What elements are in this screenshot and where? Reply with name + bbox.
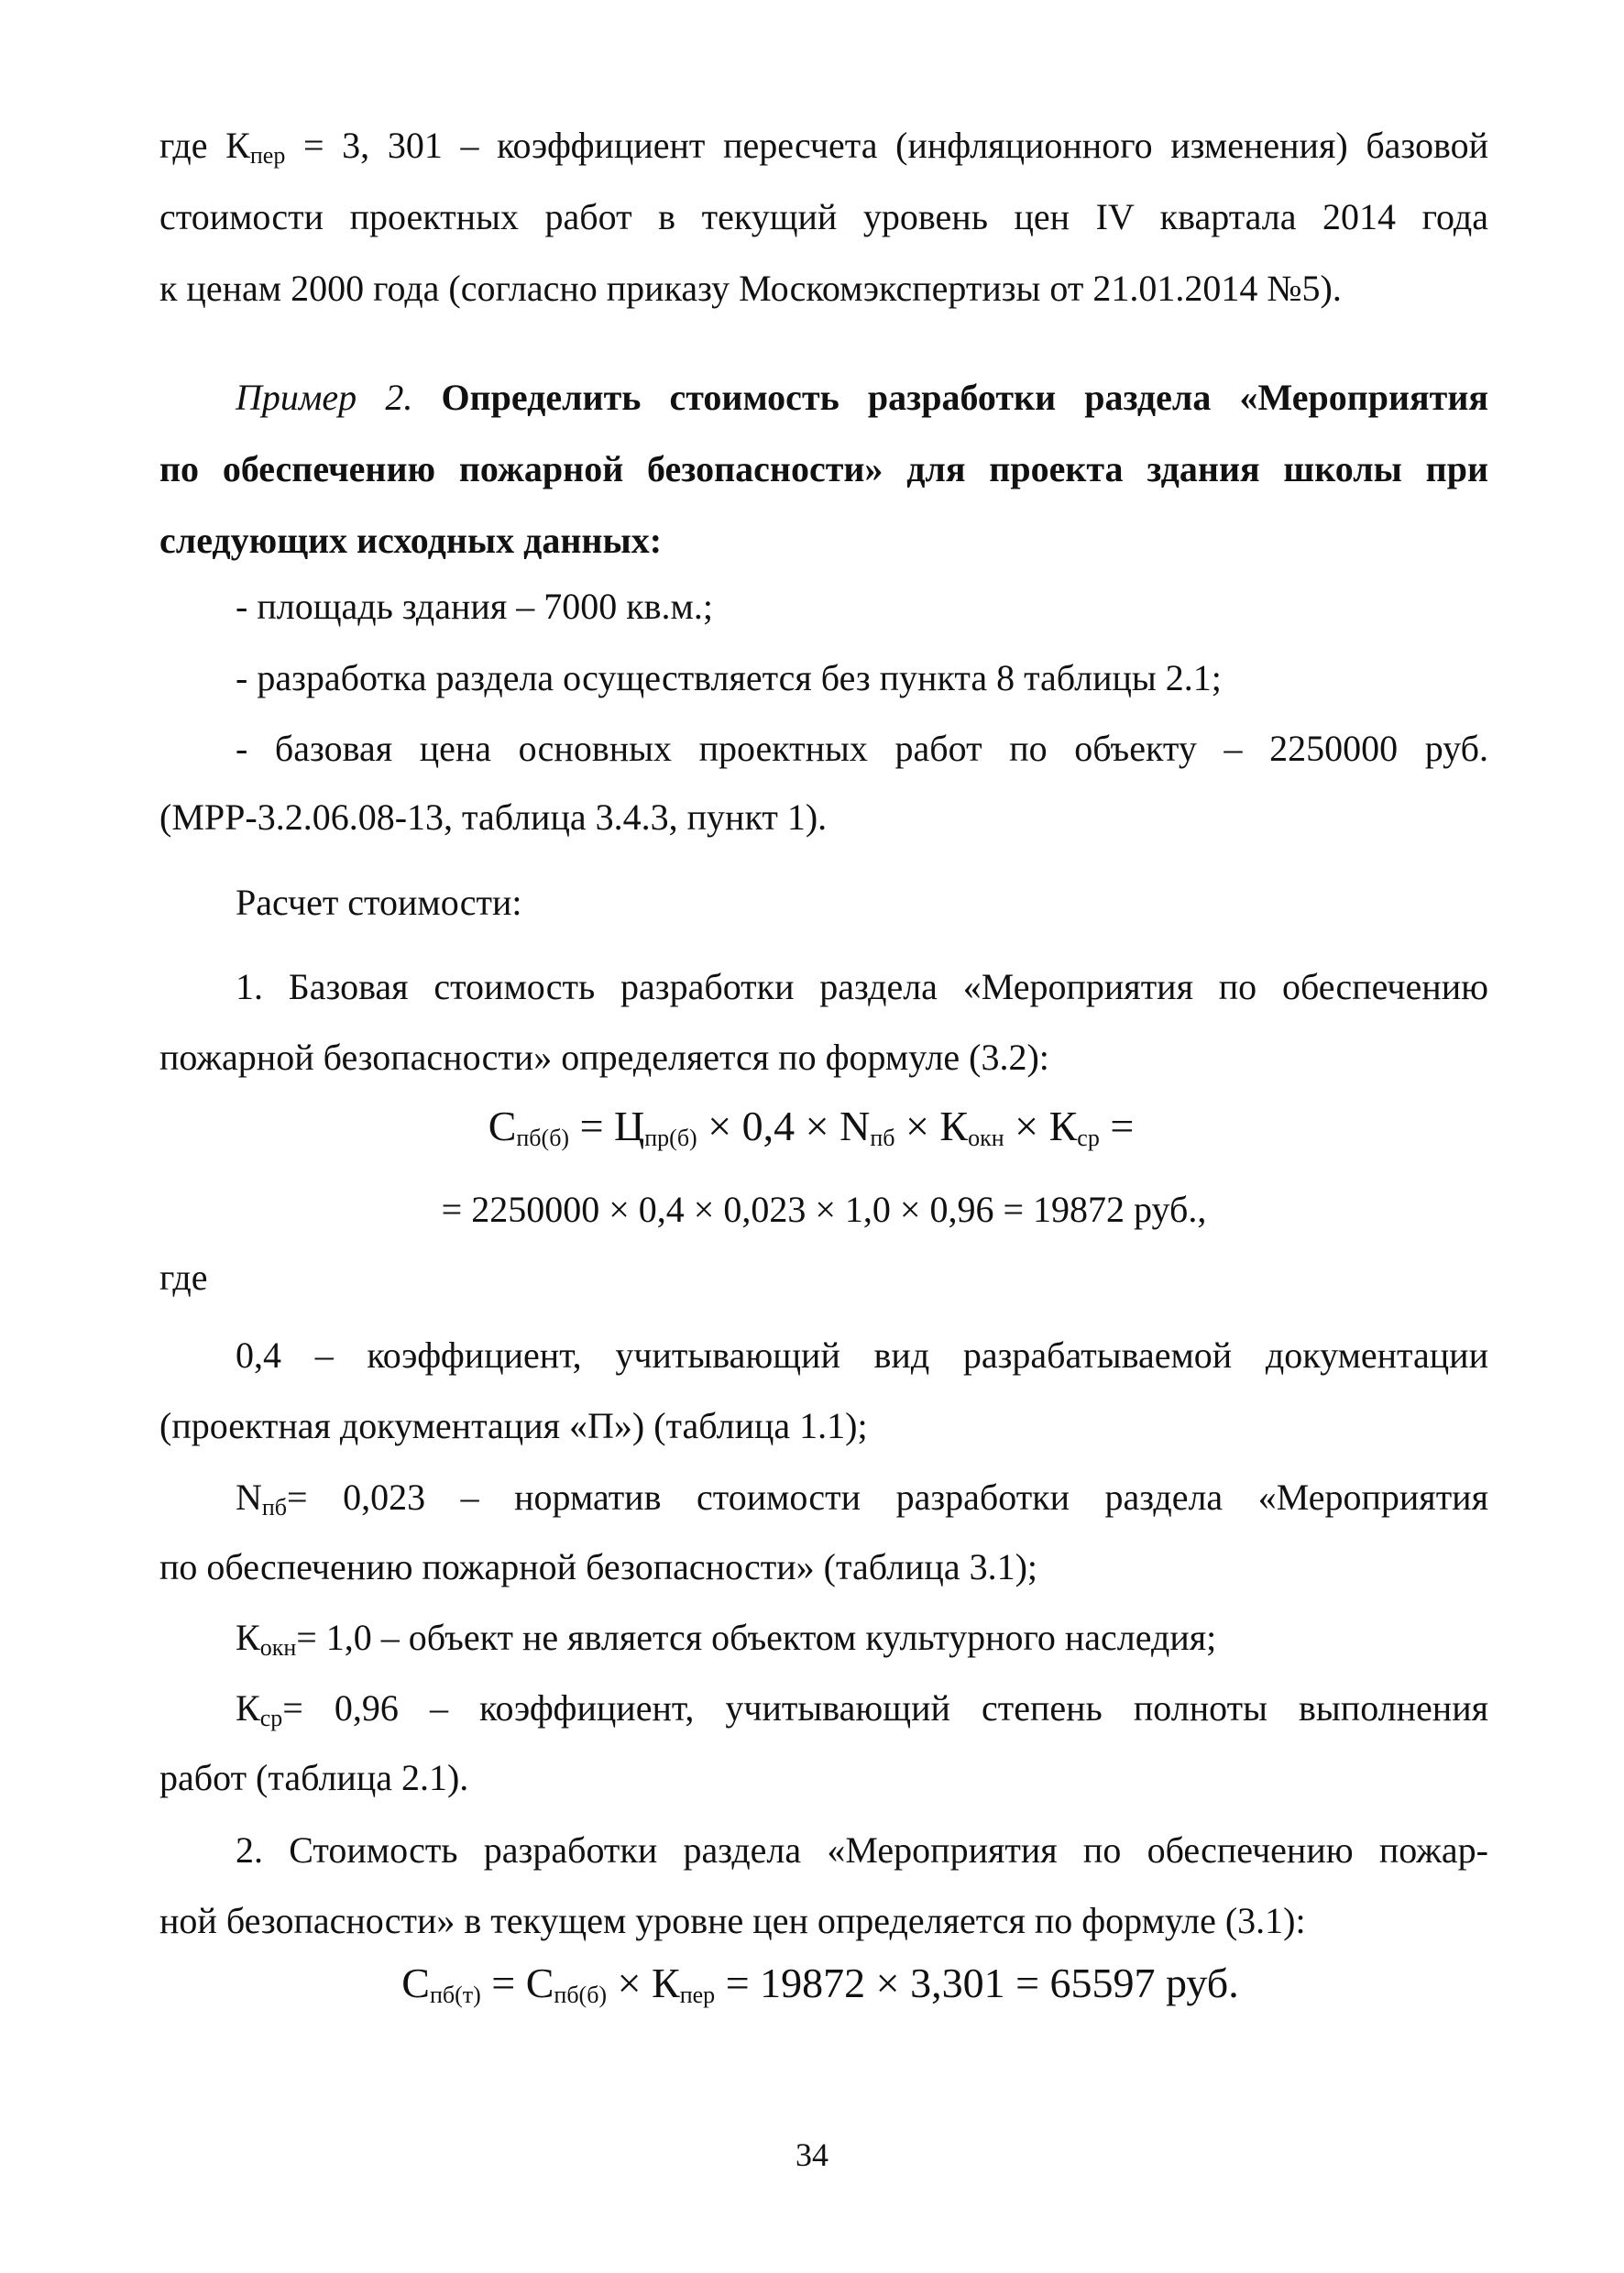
- subscript: пер: [679, 1982, 716, 2008]
- definition-line: по обеспечению пожарной безопасности» (таблица 3.1);: [159, 1546, 1038, 1587]
- example-heading-line: по обеспечению пожарной безопасности» для проекта здания школы при: [159, 448, 1488, 489]
- formula-symbol: С: [401, 1960, 430, 2006]
- page-number: 34: [796, 2136, 828, 2173]
- definition-line: (проектная документация «П») (таблица 1.1);: [159, 1405, 868, 1446]
- text-fragment: где К: [159, 125, 250, 166]
- formula-symbol: = Ц: [569, 1103, 645, 1149]
- list-item: - площадь здания – 7000 кв.м.;: [236, 586, 713, 627]
- example-title: Определить стоимость разработки раздела «Мероприятия: [441, 377, 1489, 418]
- formula-symbol: × К: [1004, 1103, 1078, 1149]
- text-fragment: = 0,96 – коэффициент, учитывающий степень полноты выполнения: [282, 1687, 1488, 1729]
- example-heading-line: следующих исходных данных:: [159, 520, 663, 561]
- formula-symbol: × К: [894, 1103, 969, 1149]
- definition-line: работ (таблица 2.1).: [159, 1757, 469, 1798]
- definition-line: [236, 1686, 1488, 1730]
- step-text: ной безопасности» в текущем уровне цен определяется по формуле (3.1):: [159, 1900, 1306, 1941]
- example-label: Пример 2.: [236, 377, 413, 418]
- formula-symbol: × 0,4 × N: [697, 1103, 871, 1149]
- paragraph-line: [159, 124, 1488, 168]
- paragraph-line: к ценам 2000 года (согласно приказу Москомэкспертизы от 21.01.2014 №5).: [159, 268, 1342, 309]
- step-text: пожарной безопасности» определяется по формуле (3.2):: [159, 1037, 1049, 1078]
- formula-symbol: С: [488, 1103, 517, 1149]
- formula-symbol: = С: [480, 1960, 554, 2006]
- subscript: окн: [968, 1125, 1004, 1151]
- step-text: 2. Стоимость разработки раздела «Мероприятия по обеспечению пожар-: [236, 1829, 1488, 1871]
- formula-line: [147, 1103, 1476, 1151]
- formula-symbol: =: [1099, 1103, 1135, 1149]
- formula-symbol: К: [236, 1687, 260, 1729]
- formula-symbol: = 19872 × 3,301 = 65597 руб.: [715, 1960, 1239, 2006]
- formula-line: [156, 1960, 1485, 2008]
- section-label: Расчет стоимости:: [236, 882, 522, 923]
- subscript: пер: [249, 142, 286, 169]
- text-fragment: = 1,0 – объект не является объектом культурного наследия;: [296, 1617, 1217, 1658]
- subscript: окн: [259, 1634, 297, 1661]
- formula-line: = 2250000 × 0,4 × 0,023 × 1,0 × 0,96 = 19872 руб.,: [441, 1189, 1207, 1230]
- example-heading-line: [236, 376, 1488, 420]
- subscript: пб(т): [429, 1982, 481, 2008]
- where-label: где: [159, 1257, 208, 1298]
- formula-symbol: × К: [607, 1960, 680, 2006]
- text-fragment: = 0,023 – норматив стоимости разработки раздела «Мероприятия: [287, 1477, 1488, 1518]
- subscript: пб(б): [516, 1125, 570, 1151]
- subscript: пр(б): [644, 1125, 697, 1151]
- definition-line: [236, 1476, 1488, 1520]
- subscript: ср: [1077, 1125, 1100, 1151]
- text-fragment: = 3, 301 – коэффициент пересчета (инфляционного изменения) базовой: [285, 125, 1489, 166]
- subscript: пб: [870, 1125, 895, 1151]
- list-item-continuation: (МРР-3.2.06.08-13, таблица 3.4.3, пункт 1).: [159, 796, 828, 838]
- formula-symbol: N: [236, 1477, 262, 1518]
- list-item: - разработка раздела осуществляется без пункта 8 таблицы 2.1;: [236, 657, 1222, 698]
- paragraph-line: стоимости проектных работ в текущий уровень цен IV квартала 2014 года: [159, 196, 1488, 237]
- subscript: пб: [261, 1494, 288, 1521]
- subscript: пб(б): [554, 1982, 608, 2008]
- definition-line: 0,4 – коэффициент, учитывающий вид разрабатываемой документации: [236, 1334, 1488, 1376]
- subscript: ср: [259, 1705, 283, 1731]
- list-item: - базовая цена основных проектных работ по объекту – 2250000 руб.: [236, 728, 1488, 769]
- formula-symbol: К: [236, 1617, 260, 1658]
- step-text: 1. Базовая стоимость разработки раздела «Мероприятия по обеспечению: [236, 966, 1488, 1007]
- definition-line: [236, 1616, 1488, 1660]
